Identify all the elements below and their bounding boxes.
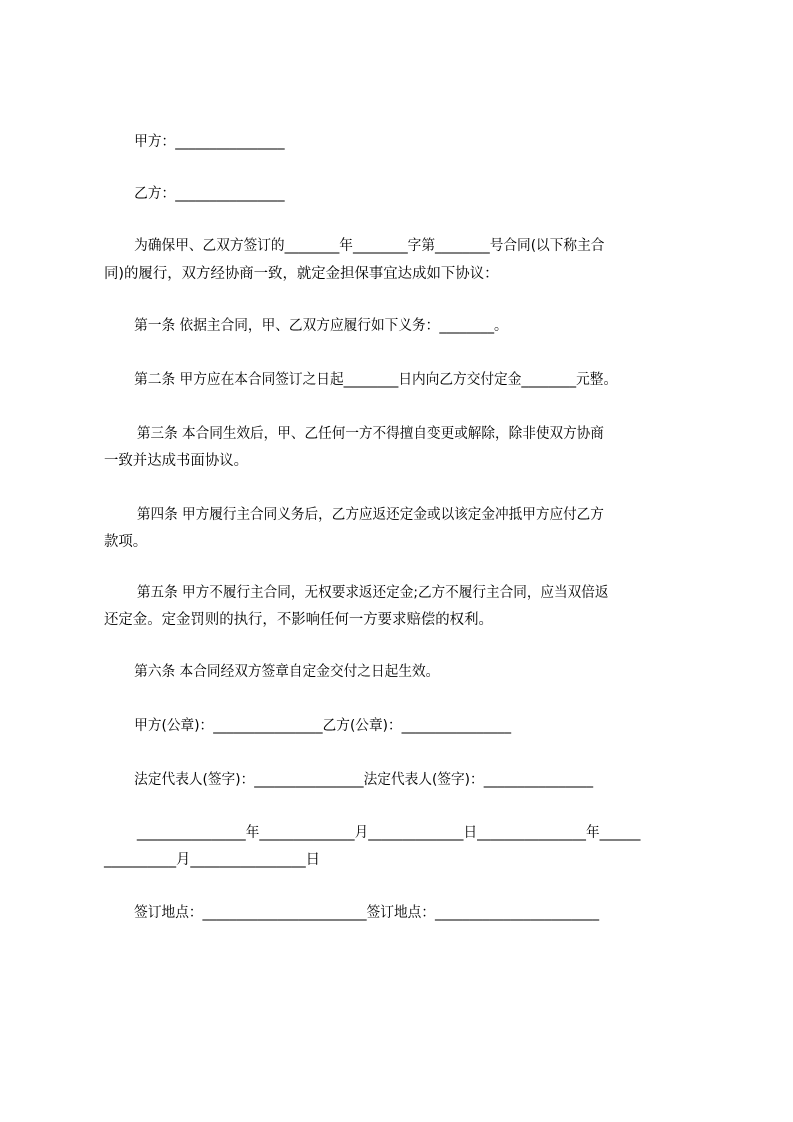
representative-line: 法定代表人(签字)：________________法定代表人(签字)：________________ xyxy=(134,772,594,788)
article-4-line-2: 款项。 xyxy=(104,534,148,550)
article-4-line-1: 第四条 甲方履行主合同义务后，乙方应返还定金或以该定金冲抵甲方应付乙方 xyxy=(136,507,604,523)
date-line-1: ________________年______________月______________日________________年______ xyxy=(136,825,641,841)
article-5-line-2: 还定金。定金罚则的执行，不影响任何一方要求赔偿的权利。 xyxy=(104,612,493,628)
article-2: 第二条 甲方应在本合同签订之日起________日内向乙方交付定金________元整。 xyxy=(134,372,618,388)
party-a-line: 甲方：________________ xyxy=(134,134,285,150)
preamble-line-2: 同)的履行，双方经协商一致，就定金担保事宜达成如下协议： xyxy=(104,266,499,282)
article-5-line-1: 第五条 甲方不履行主合同，无权要求返还定金;乙方不履行主合同，应当双倍返 xyxy=(136,585,609,601)
date-line-2: __________月________________日 xyxy=(104,852,321,868)
article-1: 第一条 依据主合同，甲、乙双方应履行如下义务：________。 xyxy=(134,318,508,334)
signing-place-line: 签订地点：________________________签订地点：________________________ xyxy=(134,905,600,921)
article-3-line-2: 一致并达成书面协议。 xyxy=(104,453,249,469)
party-b-line: 乙方：________________ xyxy=(134,186,285,202)
preamble-line-1: 为确保甲、乙双方签订的________年________字第________号合同(以下称主合 xyxy=(134,238,605,254)
seal-line: 甲方(公章)：________________乙方(公章)：________________ xyxy=(134,718,512,734)
article-6: 第六条 本合同经双方签章自定金交付之日起生效。 xyxy=(134,664,440,680)
article-3-line-1: 第三条 本合同生效后，甲、乙任何一方不得擅自变更或解除，除非使双方协商 xyxy=(136,426,604,442)
